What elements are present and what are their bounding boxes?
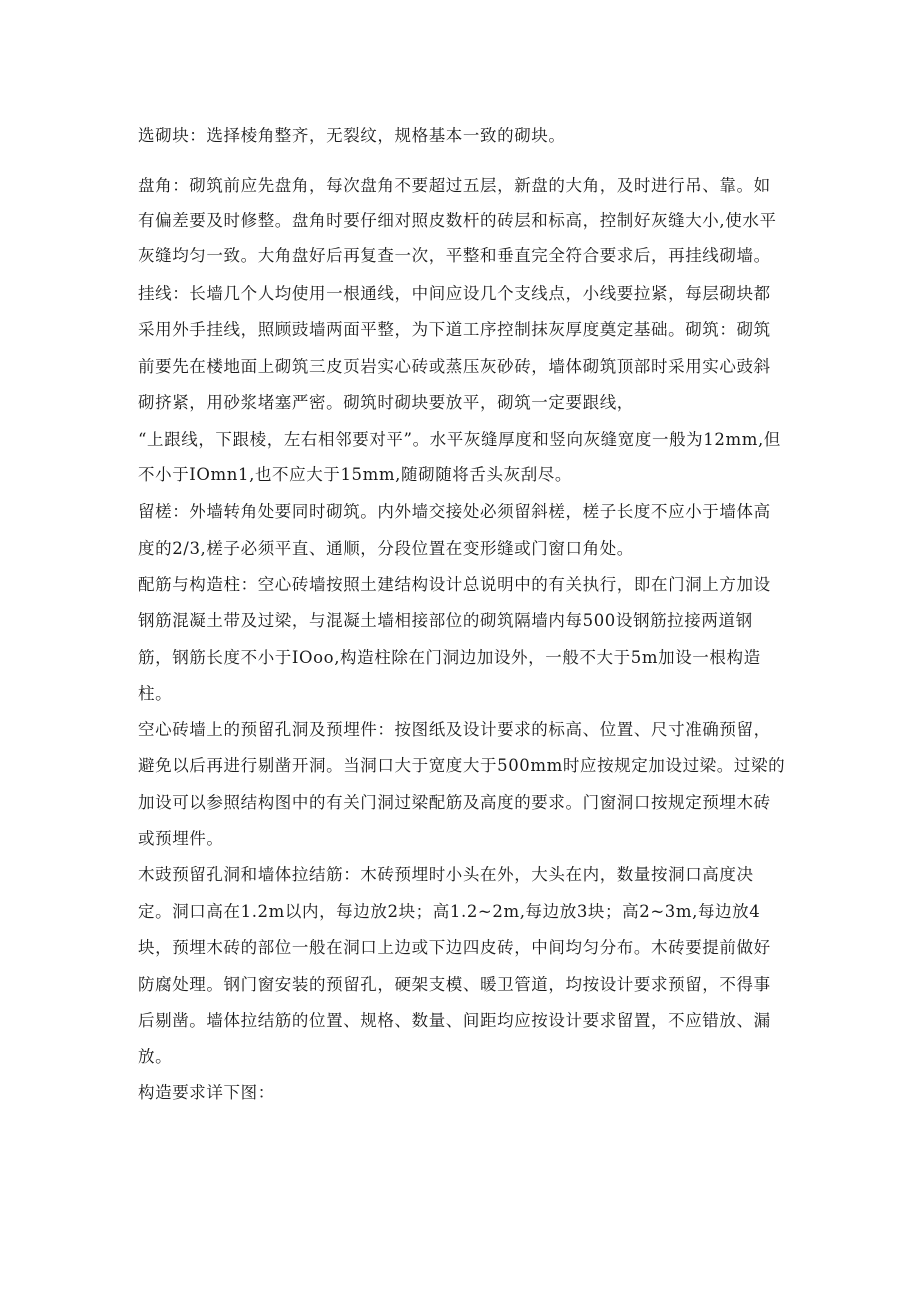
text-line: 度的2/3,槎子必须平直、通顺，分段位置在变形缝或门窗口角处。	[138, 539, 634, 558]
text-line: 有偏差要及时修整。盘角时要仔细对照皮数杆的砖层和标高，控制好灰缝大小,使水平	[138, 211, 777, 230]
text-line: 空心砖墙上的预留孔洞及预埋件：按图纸及设计要求的标高、位置、尺寸准确预留，	[138, 720, 771, 739]
text-line: 灰缝均匀一致。大角盘好后再复查一次，平整和垂直完全符合要求后，再挂线砌墙。	[138, 246, 771, 265]
text-line: 前要先在楼地面上砌筑三皮页岩实心砖或蒸压灰砂砖，墙体砌筑顶部时采用实心豉斜	[138, 357, 771, 376]
text-line: 盘角：砌筑前应先盘角，每次盘角不要超过五层，新盘的大角，及时进行吊、靠。如	[138, 176, 771, 195]
text-line: 选砌块：选择棱角整齐，无裂纹，规格基本一致的砌块。	[138, 126, 566, 145]
text-line: 避免以后再进行剔凿开洞。当洞口大于宽度大于500mm时应按规定加设过梁。过梁的	[138, 756, 786, 775]
text-line: 留槎：外墙转角处要同时砌筑。内外墙交接处必须留斜槎，槎子长度不应小于墙体高	[138, 502, 771, 521]
text-line: 配筋与构造柱：空心砖墙按照土建结构设计总说明中的有关执行，即在门洞上方加设	[138, 575, 771, 594]
text-line: 构造要求详下图：	[138, 1083, 275, 1102]
text-line: 柱。	[138, 684, 173, 703]
text-line: 砌挤紧，用砂浆堵塞严密。砌筑时砌块要放平，砌筑一定要跟线，	[138, 393, 634, 412]
text-line: 不小于IOmn1,也不应大于15mm,随砌随将舌头灰刮尽。	[138, 465, 572, 484]
text-line: 挂线：长墙几个人均使用一根通线，中间应设几个支线点，小线要拉紧，每层砌块都	[138, 284, 771, 303]
text-line: 定。洞口高在1.2m以内，每边放2块；高1.2~2m,每边放3块；高2~3m,每边放4	[138, 902, 761, 921]
text-line: 放。	[138, 1047, 173, 1066]
text-line: 加设可以参照结构图中的有关门洞过梁配筋及高度的要求。门窗洞口按规定预埋木砖	[138, 793, 771, 812]
text-line: 防腐处理。钢门窗安装的预留孔，硬架支模、暖卫管道，均按设计要求预留，不得事	[138, 975, 771, 994]
text-line: 木豉预留孔洞和墙体拉结筋：木砖预埋时小头在外，大头在内，数量按洞口高度决	[138, 865, 754, 884]
text-line: 后剔凿。墙体拉结筋的位置、规格、数量、间距均应按设计要求留置，不应错放、漏	[138, 1011, 771, 1030]
text-line: 筋，钢筋长度不小于IOoo,构造柱除在门洞边加设外，一般不大于5m加设一根构造	[138, 648, 761, 667]
text-line: 钢筋混凝土带及过梁，与混凝土墙相接部位的砌筑隔墙内每500设钢筋拉接两道钢	[138, 611, 753, 630]
text-line: 块，预埋木砖的部位一般在洞口上边或下边四皮砖，中间均匀分布。木砖要提前做好	[138, 938, 771, 957]
text-line: 或预埋件。	[138, 829, 224, 848]
text-line: “上跟线，下跟棱，左右相邻要对平”。水平灰缝厚度和竖向灰缝宽度一般为12mm,但	[138, 430, 781, 449]
text-line: 采用外手挂线，照顾豉墙两面平整，为下道工序控制抹灰厚度奠定基础。砌筑：砌筑	[138, 320, 771, 339]
